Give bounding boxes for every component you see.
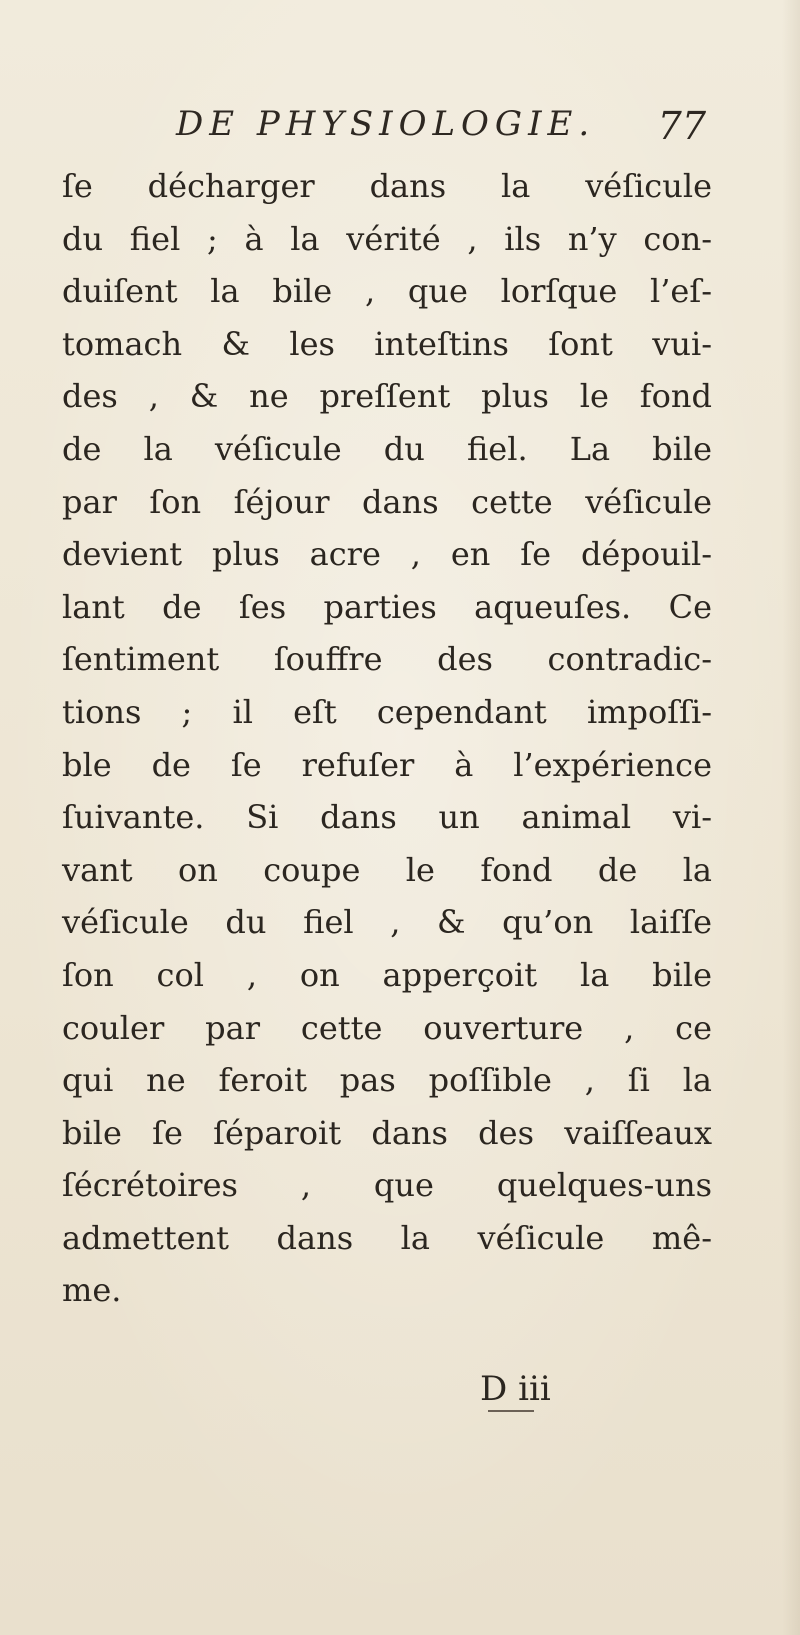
text-line: qui ne feroit pas poſſible , ſi la [62, 1061, 712, 1100]
text-line: véſicule du fiel , & qu’on laiſſe [62, 903, 712, 942]
text-line: des , & ne preſſent plus le fond [62, 377, 712, 416]
running-title: DE PHYSIOLOGIE. [176, 104, 596, 144]
body-text [62, 160, 712, 1317]
text-line: ſon col , on apperçoit la bile [62, 955, 712, 994]
text-line: lant de ſes parties aqueuſes. Ce [62, 587, 712, 626]
signature-mark: D iii [480, 1369, 551, 1409]
text-line: du fiel ; à la vérité , ils n’y con- [62, 219, 712, 258]
text-line: ble de ſe refuſer à l’expérience [62, 745, 712, 784]
text-line: par ſon ſéjour dans cette véſicule [62, 482, 712, 521]
text-line: admettent dans la véſicule mê- [62, 1218, 712, 1257]
running-head [176, 102, 736, 150]
page-edge-shadow [782, 0, 800, 1635]
page-number: 77 [657, 104, 706, 148]
text-line: de la véſicule du fiel. La bile [62, 429, 712, 468]
text-line: ſe décharger dans la véſicule [62, 167, 712, 205]
text-line: bile ſe ſéparoit dans des vaiſſeaux [62, 1113, 712, 1152]
text-line: tomach & les inteſtins ſont vui- [62, 324, 712, 363]
signature-underline [488, 1410, 534, 1412]
text-line: ſentiment ſouffre des contradic- [62, 640, 712, 679]
text-line: couler par cette ouverture , ce [62, 1008, 712, 1047]
text-line: tions ; il eſt cependant impoſſi- [62, 692, 712, 731]
text-line: devient plus acre , en ſe dépouil- [62, 535, 712, 574]
text-line: ſuivante. Si dans un animal vi- [62, 798, 712, 837]
text-line: vant on coupe le fond de la [62, 850, 712, 889]
text-line: duiſent la bile , que lorſque l’eſ- [62, 272, 712, 311]
text-line: ſécrétoires , que quelques-uns [62, 1166, 712, 1205]
text-line: me. [62, 1271, 122, 1310]
